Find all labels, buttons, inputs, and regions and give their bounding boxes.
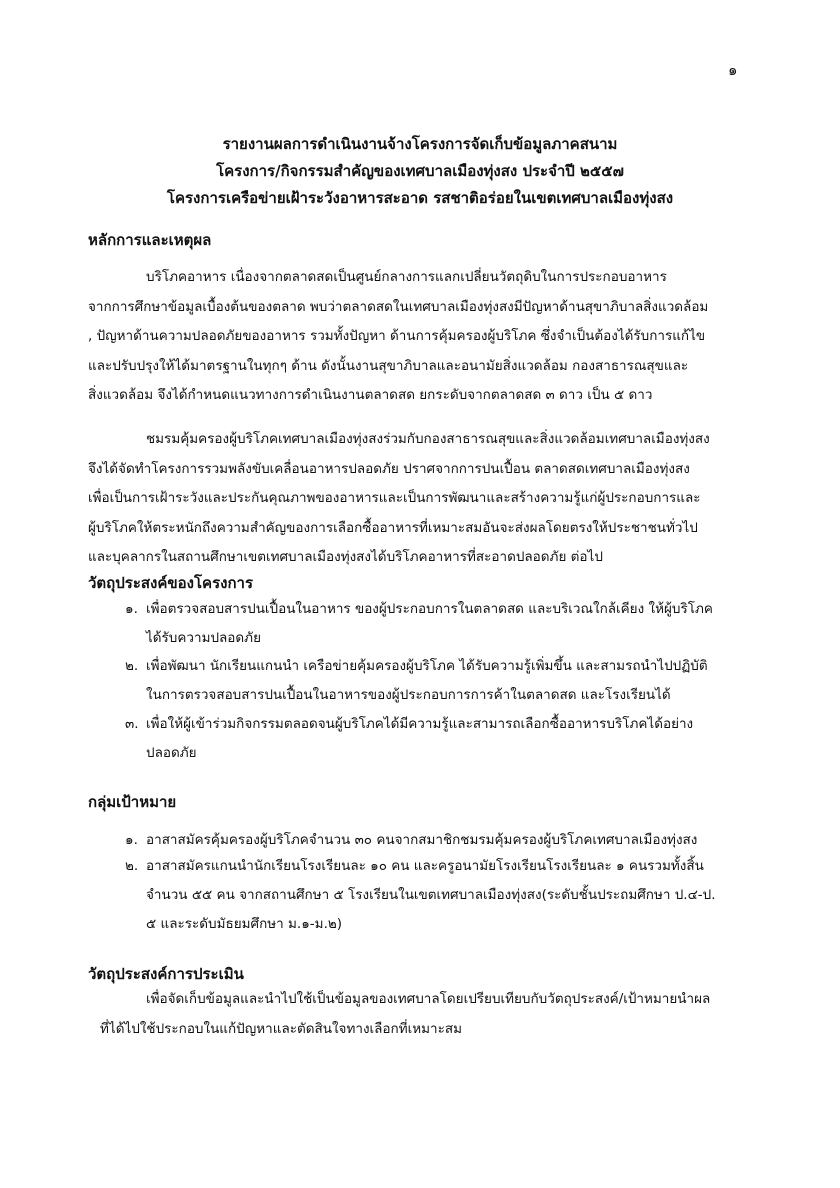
- item-number: ๑.: [125, 601, 138, 617]
- page-number: ๑: [728, 61, 738, 79]
- item-line: เพื่อตรวจสอบสารปนเปื้อนในอาหาร ของผู้ประกอบการในตลาดสด และบริเวณใกล้เคียง ให้ผู้บริโภค: [146, 601, 713, 617]
- report-title: รายงานผลการดำเนินงานจ้างโครงการจัดเก็บข้อมูลภาคสนาม: [222, 135, 618, 153]
- item-number: ๑.: [125, 832, 138, 848]
- project-subtitle: โครงการ/กิจกรรมสำคัญของเทศบาลเมืองทุ่งสง ประจำปี ๒๕๕๗: [216, 162, 624, 180]
- objective-item: [125, 595, 750, 653]
- paragraph-line: ชมรมคุ้มครองผู้บริโภคเทศบาลเมืองทุ่งสงร่วมกับกองสาธารณสุขและสิ่งแวดล้อมเทศบาลเมืองทุ่งสง: [146, 431, 710, 447]
- item-number: ๒.: [125, 658, 139, 674]
- paragraph-line: เพื่อจัดเก็บข้อมูลและนำไปใช้เป็นข้อมูลของเทศบาลโดยเปรียบเทียบกับวัตถุประสงค์/เป้าหมายนำผล: [146, 991, 711, 1007]
- item-line: จำนวน ๕๕ คน จากสถานศึกษา ๕ โรงเรียนในเขตเทศบาลเมืองทุ่งสง(ระดับชั้นประถมศึกษา ป.๔-ป.: [146, 887, 716, 903]
- paragraph-line: จากการศึกษาข้อมูลเบื้องต้นของตลาด พบว่าตลาดสดในเทศบาลเมืองทุ่งสงมีปัญหาด้านสุขาภิบาลสิ่งแวดล้อม: [88, 298, 709, 315]
- item-line: ๕ และระดับมัธยมศึกษา ม.๑-ม.๒): [146, 916, 343, 932]
- target-group-item: [125, 852, 750, 939]
- rationale-paragraph-2: [88, 425, 752, 573]
- section-heading-target-group: กลุ่มเป้าหมาย: [88, 793, 177, 811]
- paragraph-line: และปรับปรุงให้ได้มาตรฐานในทุกๆ ด้าน ดังนั้นงานสุขาภิบาลและอนามัยสิ่งแวดล้อม กองสาธารณสุขและ: [88, 357, 689, 374]
- paragraph-line: , ปัญหาด้านความปลอดภัยของอาหาร รวมทั้งปัญหา ด้านการคุ้มครองผู้บริโภค ซึ่งจำเป็นต้องได้รับการแก้ไข: [88, 328, 706, 344]
- section-heading-rationale: หลักการและเหตุผล: [88, 231, 212, 249]
- item-number: ๒.: [125, 858, 139, 874]
- item-line: อาสาสมัครคุ้มครองผู้บริโภคจำนวน ๓๐ คนจากสมาชิกชมรมคุ้มครองผู้บริโภคเทศบาลเมืองทุ่งสง: [146, 832, 698, 848]
- objective-item: [125, 652, 750, 710]
- paragraph-line: และบุคลากรในสถานศึกษาเขตเทศบาลเมืองทุ่งสงได้บริโภคอาหารที่สะอาดปลอดภัย ต่อไป: [88, 549, 603, 565]
- paragraph-line: จึงได้จัดทำโครงการรวมพลังขับเคลื่อนอาหารปลอดภัย ปราศจากการปนเปื้อน ตลาดสดเทศบาลเมืองทุ่งสง: [88, 460, 690, 477]
- rationale-paragraph-1: [88, 263, 752, 411]
- section-heading-objectives: วัตถุประสงค์ของโครงการ: [88, 574, 254, 592]
- item-line: อาสาสมัครแกนนำนักเรียนโรงเรียนละ ๑๐ คน และครูอนามัยโรงเรียนโรงเรียนละ ๑ คนรวมทั้งสิ้น: [146, 858, 704, 874]
- section-heading-evaluation-objective: วัตถุประสงค์การประเมิน: [88, 965, 244, 983]
- item-line: ปลอดภัย: [146, 745, 197, 761]
- objective-item: [125, 710, 750, 768]
- item-line: ในการตรวจสอบสารปนเปื้อนในอาหารของผู้ประกอบการการค้าในตลาดสด และโรงเรียนได้: [146, 687, 671, 703]
- paragraph-line: บริโภคอาหาร เนื่องจากตลาดสดเป็นศูนย์กลางการแลกเปลี่ยนวัตถุดิบในการประกอบอาหาร: [146, 269, 667, 285]
- item-number: ๓.: [125, 716, 139, 732]
- item-line: เพื่อให้ผู้เข้าร่วมกิจกรรมตลอดจนผู้บริโภคได้มีความรู้และสามารถเลือกซื้ออาหารบริโภคได้อย่าง: [146, 716, 694, 732]
- evaluation-paragraph: [100, 985, 752, 1044]
- item-line: เพื่อพัฒนา นักเรียนแกนนำ เครือข่ายคุ้มครองผู้บริโภค ได้รับความรู้เพิ่มขึ้น และสามรถนำไปปฏิบัติ: [146, 658, 708, 674]
- target-group-item: [125, 826, 750, 855]
- paragraph-line: ที่ได้ไปใช้ประกอบในแก้ปัญหาและตัดสินใจทางเลือกที่เหมาะสม: [100, 1020, 462, 1037]
- project-name: โครงการเครือข่ายเฝ้าระวังอาหารสะอาด รสชาติอร่อยในเขตเทศบาลเมืองทุ่งสง: [166, 189, 674, 207]
- paragraph-line: ผู้บริโภคให้ตระหนักถึงความสำคัญของการเลือกซื้ออาหารที่เหมาะสมอันจะส่งผลโดยตรงให้ประชาชนทั่วไป: [88, 519, 698, 536]
- item-line: ได้รับความปลอดภัย: [146, 630, 261, 646]
- paragraph-line: สิ่งแวดล้อม จึงได้กำหนดแนวทางการดำเนินงานตลาดสด ยกระดับจากตลาดสด ๓ ดาว เป็น ๕ ดาว: [88, 387, 653, 403]
- paragraph-line: เพื่อเป็นการเฝ้าระวังและประกันคุณภาพของอาหารและเป็นการพัฒนาและสร้างความรู้แก่ผู้ประกอบการและ: [88, 490, 701, 506]
